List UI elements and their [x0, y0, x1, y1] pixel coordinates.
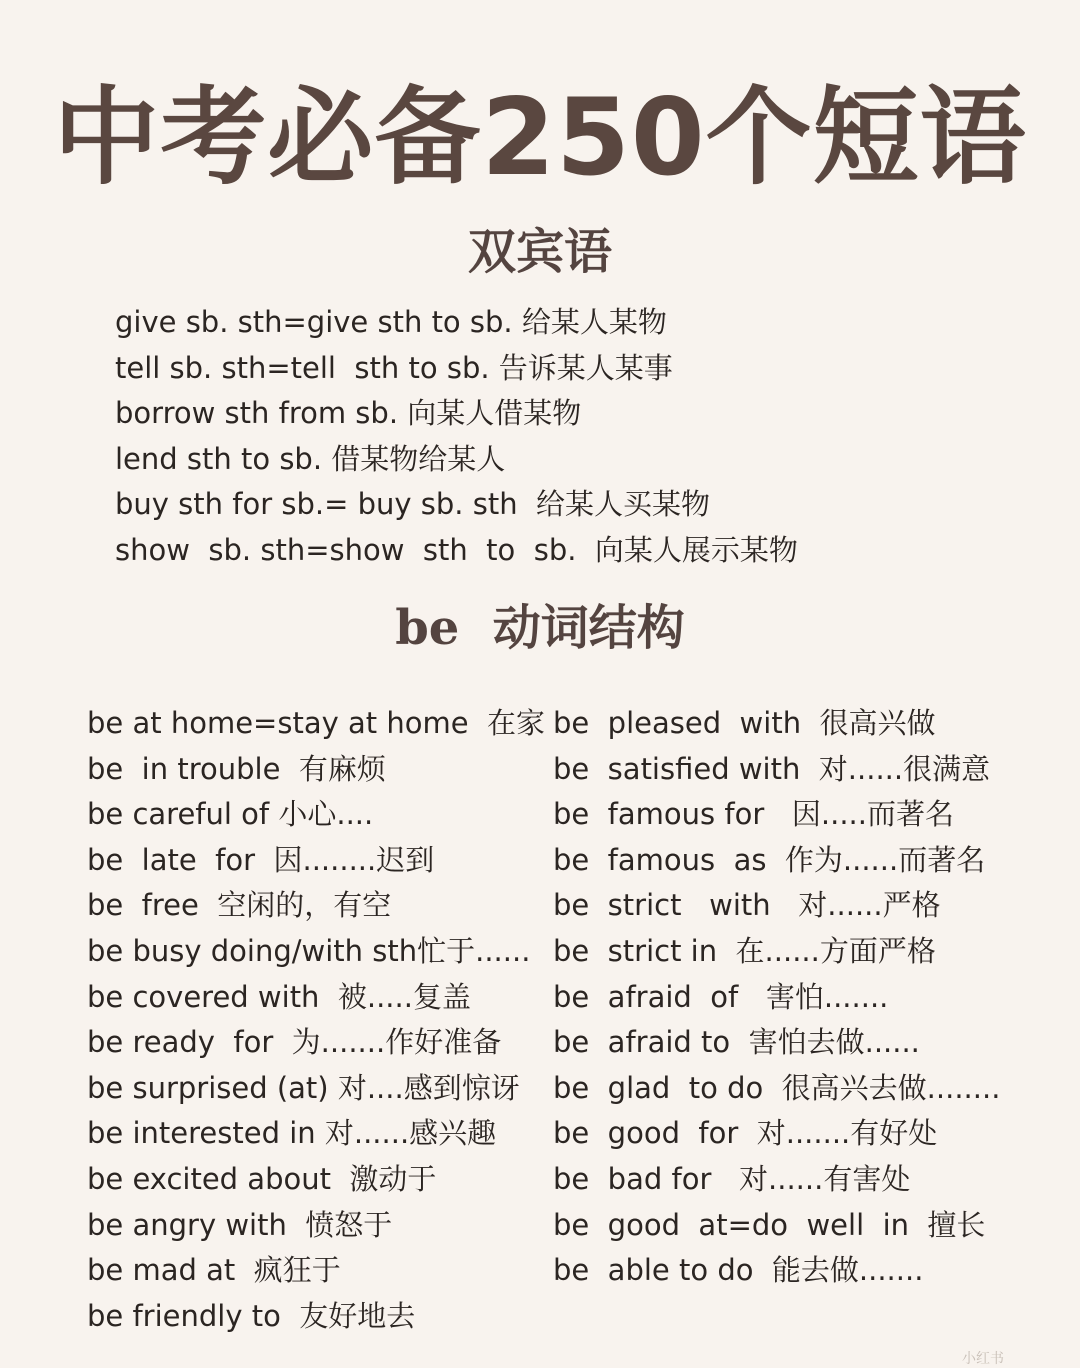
- heading-rest: 动词结构: [459, 600, 685, 656]
- phrase-item: be good for 对.......有好处: [553, 1116, 938, 1151]
- watermark: 小红书: [962, 1351, 1004, 1367]
- page-title: 中考必备250个短语: [53, 76, 1027, 199]
- phrase-item: be afraid of 害怕.......: [553, 979, 889, 1014]
- phrase-item: give sb. sth=give sth to sb. 给某人某物: [115, 305, 667, 339]
- phrase-item: be satisfied with 对......很满意: [553, 751, 991, 786]
- phrase-item: be at home=stay at home 在家: [87, 706, 545, 740]
- phrase-item: be strict in 在......方面严格: [553, 933, 936, 968]
- phrase-item: lend sth to sb. 借某物给某人: [115, 441, 506, 476]
- phrase-item: be strict with 对......严格: [553, 888, 941, 923]
- phrase-item: buy sth for sb.= buy sb. sth 给某人买某物: [115, 487, 711, 522]
- phrase-item: be good at=do well in 擅长: [553, 1207, 986, 1242]
- phrase-item: be free 空闲的，有空: [87, 888, 392, 923]
- phrase-item: be pleased with 很高兴做: [553, 706, 936, 740]
- phrase-item: be angry with 愤怒于: [87, 1207, 393, 1242]
- phrase-item: borrow sth from sb. 向某人借某物: [115, 396, 582, 431]
- phrase-item: be covered with 被.....复盖: [87, 979, 471, 1014]
- phrase-item: be busy doing/with sth忙于......: [87, 933, 531, 968]
- double-object-list: [115, 300, 798, 574]
- phrase-item: be careful of 小心....: [87, 797, 374, 832]
- phrase-item: be glad to do 很高兴去做........: [553, 1070, 1001, 1105]
- phrase-item: be friendly to 友好地去: [87, 1298, 416, 1333]
- section-heading-double-object: 双宾语: [467, 224, 612, 280]
- be-phrases-left-column: [87, 701, 545, 1339]
- phrase-item: be able to do 能去做.......: [553, 1253, 924, 1288]
- phrase-item: be afraid to 害怕去做......: [553, 1025, 920, 1060]
- phrase-item: be late for 因........迟到: [87, 842, 435, 877]
- phrase-item: be mad at 疯狂于: [87, 1253, 341, 1288]
- phrase-item: show sb. sth=show sth to sb. 向某人展示某物: [115, 532, 798, 567]
- phrase-item: be famous as 作为......而著名: [553, 842, 986, 877]
- phrase-item: be bad for 对......有害处: [553, 1161, 911, 1196]
- phrase-item: be ready for 为.......作好准备: [87, 1025, 502, 1060]
- phrase-item: be surprised (at) 对....感到惊讶: [87, 1070, 520, 1105]
- be-phrases-right-column: [553, 701, 1000, 1294]
- phrase-item: tell sb. sth=tell sth to sb. 告诉某人某事: [115, 350, 673, 385]
- phrase-item: be in trouble 有麻烦: [87, 751, 386, 786]
- phrase-item: be excited about 激动于: [87, 1161, 437, 1196]
- heading-be: be: [395, 600, 460, 656]
- phrase-item: be interested in 对......感兴趣: [87, 1116, 497, 1151]
- phrase-item: be famous for 因.....而著名: [553, 797, 954, 832]
- section-heading-be-verb: [0, 598, 1080, 658]
